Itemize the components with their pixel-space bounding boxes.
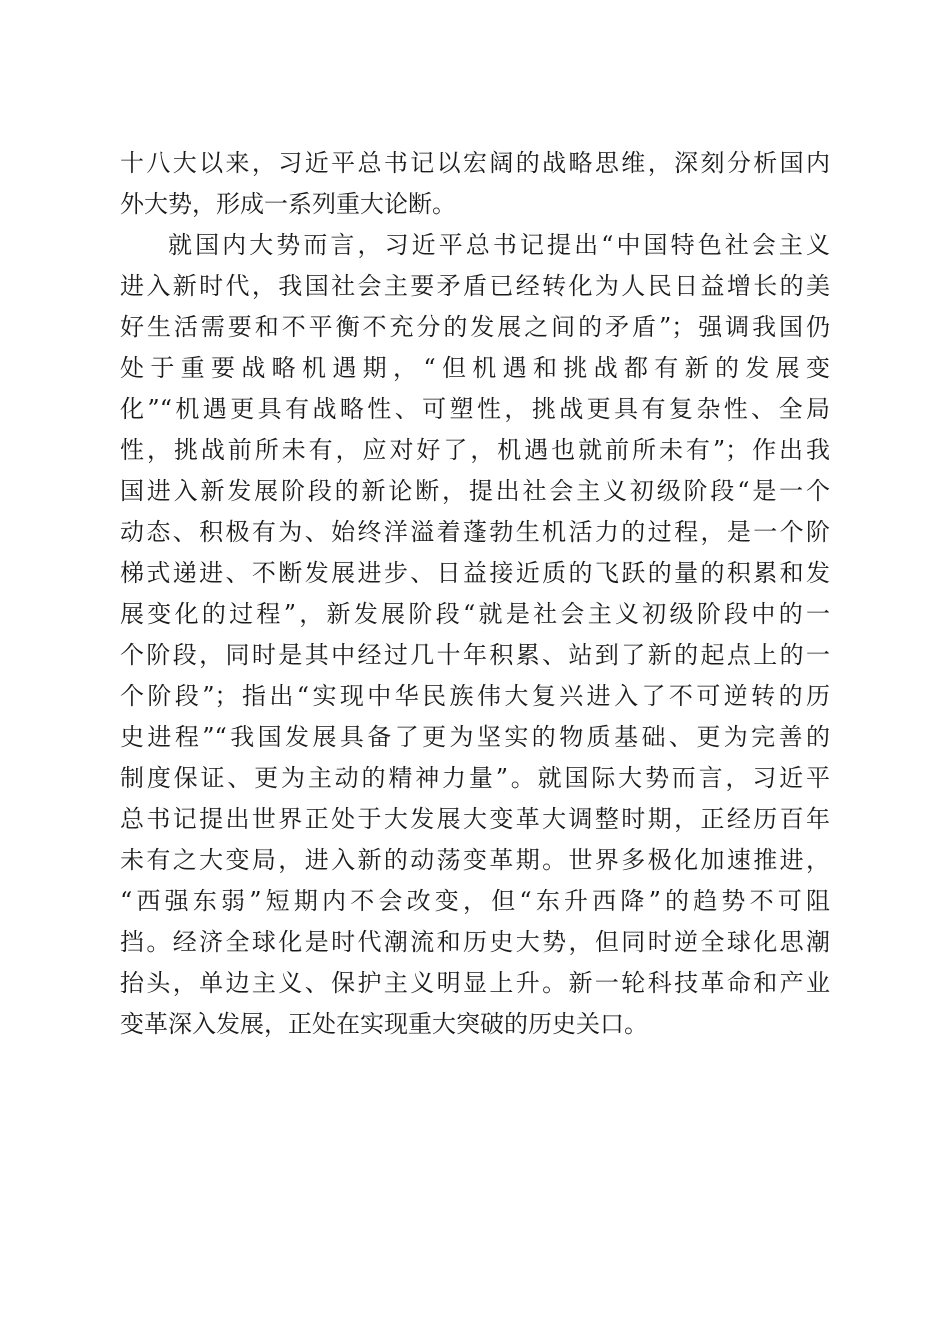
body-text bbox=[120, 143, 830, 1045]
paragraph-2-line-14: 制度保证、更为主动的精神力量”。就国际大势而言，习近平 bbox=[120, 764, 830, 792]
paragraph-2-line-2: 进入新时代，我国社会主要矛盾已经转化为人民日益增长的美 bbox=[120, 272, 830, 300]
paragraph-2-line-7: 国进入新发展阶段的新论断，提出社会主义初级阶段“是一个 bbox=[120, 477, 830, 505]
paragraph-2-line-4: 处于重要战略机遇期，“但机遇和挑战都有新的发展变 bbox=[120, 354, 830, 382]
paragraph-2-line-18: 挡。经济全球化是时代潮流和历史大势，但同时逆全球化思潮 bbox=[120, 928, 830, 956]
paragraph-1-line-1: 十八大以来，习近平总书记以宏阔的战略思维，深刻分析国内 bbox=[120, 149, 830, 177]
paragraph-2-line-6: 性，挑战前所未有，应对好了，机遇也就前所未有”；作出我 bbox=[120, 436, 830, 464]
paragraph-2-line-20: 变革深入发展，正处在实现重大突破的历史关口。 bbox=[120, 1010, 648, 1038]
paragraph-2-line-5: 化”“机遇更具有战略性、可塑性，挑战更具有复杂性、全局 bbox=[120, 395, 830, 423]
paragraph-2-line-15: 总书记提出世界正处于大发展大变革大调整时期，正经历百年 bbox=[120, 805, 830, 833]
paragraph-2-line-16: 未有之大变局，进入新的动荡变革期。世界多极化加速推进， bbox=[120, 846, 830, 874]
paragraph-2-line-17: “西强东弱”短期内不会改变，但“东升西降”的趋势不可阻 bbox=[120, 887, 830, 915]
paragraph-2-line-9: 梯式递进、不断发展进步、日益接近质的飞跃的量的积累和发 bbox=[120, 559, 830, 587]
paragraph-2-line-3: 好生活需要和不平衡不充分的发展之间的矛盾”；强调我国仍 bbox=[120, 313, 830, 341]
paragraph-2-line-13: 史进程”“我国发展具备了更为坚实的物质基础、更为完善的 bbox=[120, 723, 830, 751]
paragraph-2-line-11: 个阶段，同时是其中经过几十年积累、站到了新的起点上的一 bbox=[120, 641, 830, 669]
paragraph-2-line-19: 抬头，单边主义、保护主义明显上升。新一轮科技革命和产业 bbox=[120, 969, 830, 997]
paragraph-2-line-10: 展变化的过程”，新发展阶段“就是社会主义初级阶段中的一 bbox=[120, 600, 830, 628]
paragraph-2-line-8: 动态、积极有为、始终洋溢着蓬勃生机活力的过程，是一个阶 bbox=[120, 518, 830, 546]
paragraph-2-line-1: 就国内大势而言，习近平总书记提出“中国特色社会主义 bbox=[168, 231, 830, 259]
paragraph-2-line-12: 个阶段”；指出“实现中华民族伟大复兴进入了不可逆转的历 bbox=[120, 682, 830, 710]
paragraph-1-line-2: 外大势，形成一系列重大论断。 bbox=[120, 190, 456, 218]
